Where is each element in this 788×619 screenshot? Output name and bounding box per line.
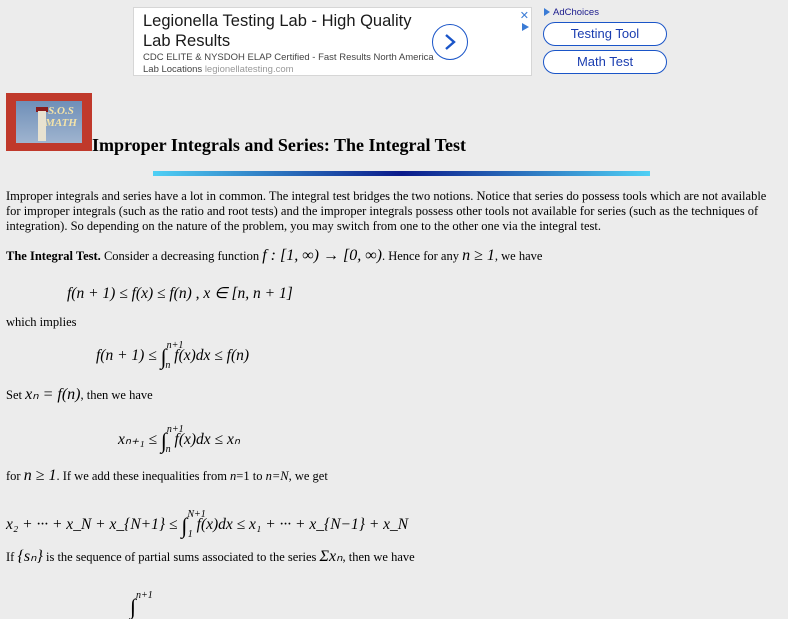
equation-4	[6, 509, 409, 540]
adchoices-icon	[544, 8, 550, 16]
equation-5-partial	[130, 590, 153, 619]
if-pre: If	[6, 550, 18, 564]
set-post: , then we have	[80, 388, 153, 402]
ad-desc-text: CDC ELITE & NYSDOH ELAP Certified - Fast Results North America Lab Locations	[143, 52, 434, 75]
close-icon[interactable]: ✕	[519, 10, 529, 22]
eq3-right: f(x)dx ≤ xₙ	[174, 431, 240, 448]
ad-domain: legionellatesting.com	[204, 64, 294, 75]
eq-N: =N	[271, 469, 289, 483]
n-ge-1-math: n ≥ 1	[462, 247, 495, 264]
ad-title[interactable]: Legionella Testing Lab - High Quality Lab Results	[143, 12, 412, 50]
n-var: n	[230, 469, 237, 483]
set-pre: Set	[6, 388, 26, 402]
lower-limit: n	[165, 360, 171, 371]
integral-test-statement	[6, 248, 542, 264]
upper-limit: N+1	[187, 509, 206, 520]
sos-math-logo[interactable]	[6, 93, 92, 151]
ad-banner[interactable]	[133, 7, 532, 76]
statement-text-1: Consider a decreasing function	[100, 249, 263, 263]
for-mid: . If we add these inequalities from	[56, 469, 231, 483]
statement-text-3: , we have	[494, 249, 543, 263]
for-line	[6, 468, 328, 484]
upper-limit: n+1	[136, 590, 153, 601]
ad-info-icon[interactable]	[522, 23, 529, 31]
integral-sign: ∫	[130, 594, 137, 619]
if-line	[6, 549, 415, 565]
upper-limit: n+1	[166, 424, 184, 435]
lower-limit: n	[165, 444, 171, 455]
xn-definition-math: xₙ = f(n)	[25, 386, 81, 403]
function-domain-math: f : [1, ∞) → [0, ∞)	[262, 247, 382, 264]
for-pre: for	[6, 469, 24, 483]
eq2-right: f(x)dx ≤ f(n)	[174, 347, 250, 364]
intro-paragraph: Improper integrals and series have a lot in common. The integral test bridges the two notions. Notice that series do possess tools which are not available for improper integrals (such as the ratio and root tests) and the improper integrals possess other tools not available for series (such as the techniques of integration). So depending on the nature of the problem, you may switch from one to the other one via the integral test.	[6, 189, 767, 233]
series-sum-math: Σxₙ	[319, 548, 343, 565]
eq2-left: f(n + 1) ≤	[96, 347, 157, 364]
adchoices-link[interactable]	[544, 7, 599, 18]
eq4-left: x₂ + ··· + x_N + x_{N+1} ≤	[6, 516, 178, 533]
gradient-divider	[153, 171, 650, 176]
testing-tool-button[interactable]: Testing Tool	[543, 22, 667, 46]
integral-sign: ∫	[181, 513, 188, 538]
statement-text-2: . Hence for any	[381, 249, 463, 263]
if-mid: is the sequence of partial sums associated to the series	[42, 550, 320, 564]
ad-open-arrow-button[interactable]	[432, 24, 468, 60]
upper-limit: n+1	[166, 340, 184, 351]
n-var: n	[265, 469, 272, 483]
adchoices-label: AdChoices	[553, 7, 599, 18]
equation-3	[118, 424, 240, 455]
chevron-right-icon	[443, 33, 457, 51]
if-post: , then we have	[342, 550, 415, 564]
eq4-right: f(x)dx ≤ x₁ + ··· + x_{N−1} + x_N	[196, 516, 409, 533]
equation-2	[96, 340, 250, 371]
equation-1: f(n + 1) ≤ f(x) ≤ f(n) , x ∈ [n, n + 1]	[67, 285, 293, 302]
for-eq1: =1 to	[236, 469, 266, 483]
n-ge-1-math: n ≥ 1	[23, 467, 57, 484]
math-test-button[interactable]: Math Test	[543, 50, 667, 74]
for-post: , we get	[288, 469, 328, 483]
integral-sign: ∫	[160, 344, 167, 369]
partial-sums-math: {sₙ}	[17, 548, 43, 565]
logo-image	[16, 101, 82, 143]
integral-sign: ∫	[160, 428, 167, 453]
ad-description	[143, 52, 443, 76]
set-line	[6, 387, 153, 403]
logo-text: S.O.S MATH	[45, 105, 77, 129]
lower-limit: 1	[187, 529, 193, 540]
which-implies-text: which implies	[6, 315, 77, 329]
page-title: Improper Integrals and Series: The Integral Test	[92, 135, 467, 155]
eq3-left: xₙ₊₁ ≤	[118, 431, 158, 448]
integral-test-label: The Integral Test.	[6, 249, 101, 263]
